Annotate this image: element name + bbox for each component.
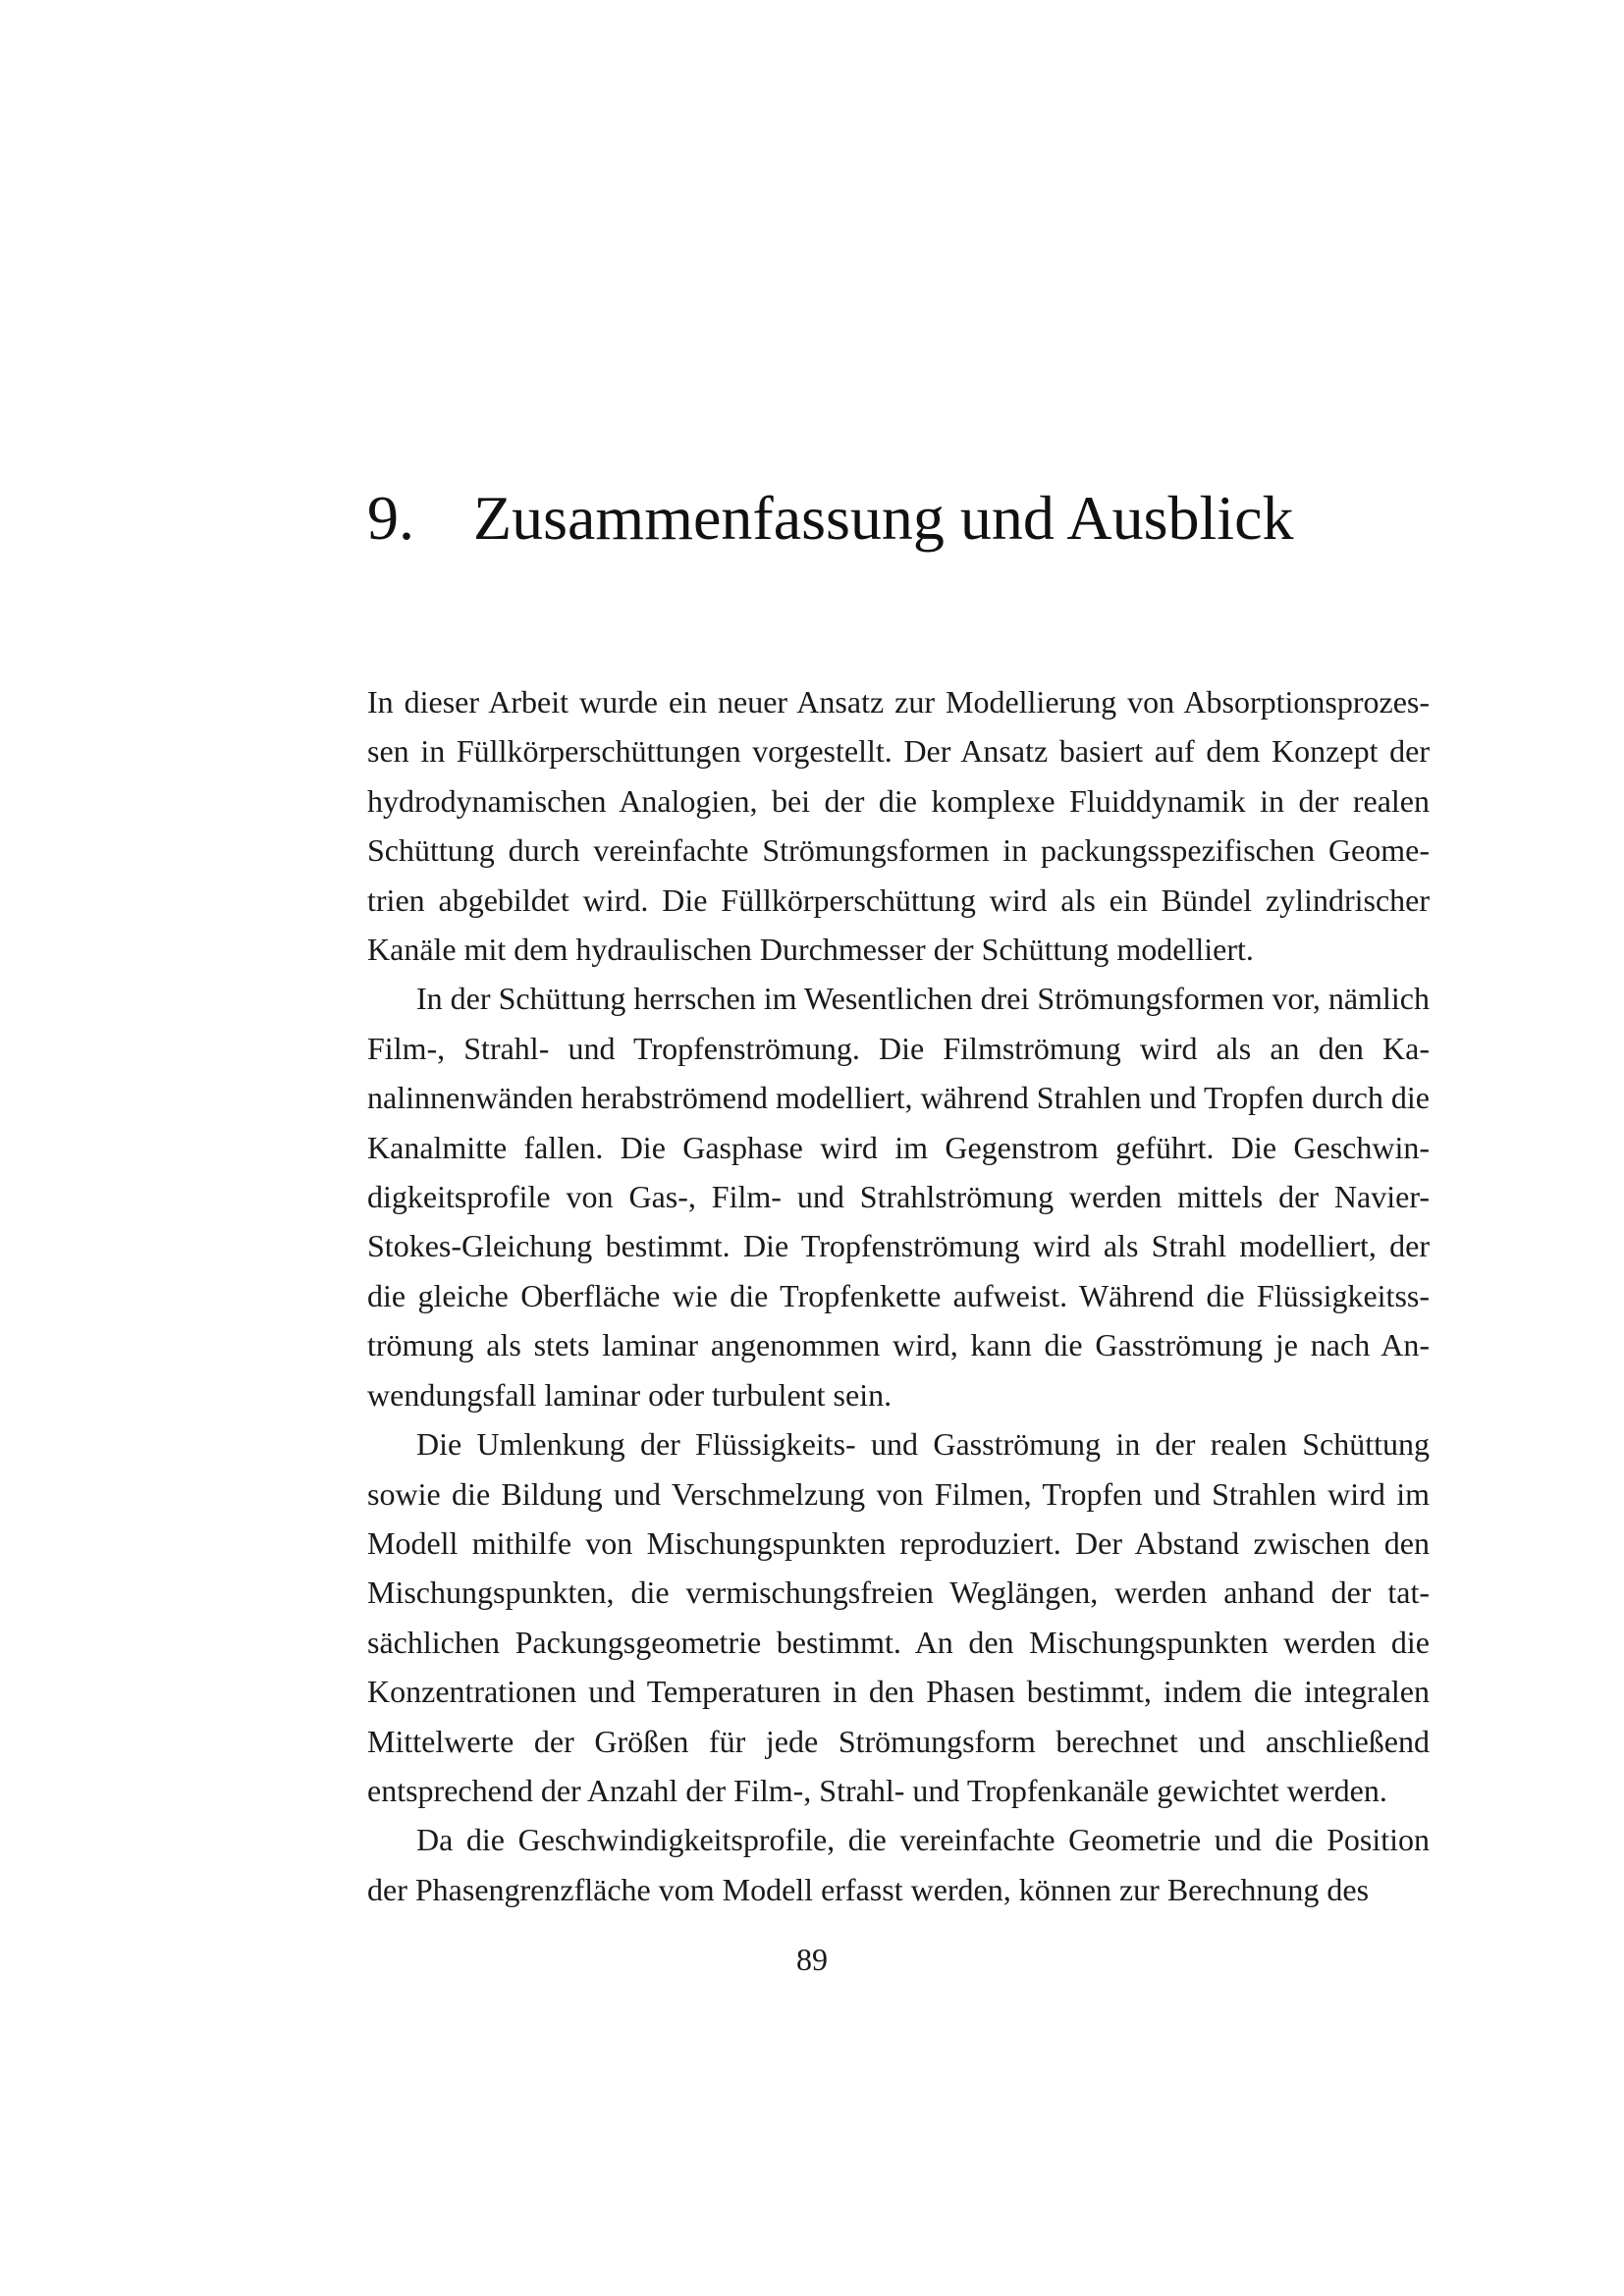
paragraph-4: Da die Geschwindigkeitsprofile, die vereinfachte Geometrie und die Position der Phasengrenzfläche vom Modell erfasst werden, können zur Berechnung des: [367, 1822, 1430, 1907]
page-number: 89: [796, 1942, 828, 1977]
chapter-number: 9.: [367, 483, 414, 553]
paragraph-2: In der Schüttung herrschen im Wesentlichen drei Strömungsformen vor, nämlich Film-, Strahl- und Tropfenströmung. Die Filmströmung wird als an den Kanalinnenwänden herabströmend modelliert, während Strahlen und Tropfen durch die Kanalmitte fallen. Die Gasphase wird im Gegenstrom geführt. Die Geschwindigkeitsprofile von Gas-, Film- und Strahlströmung werden mittels der Navier-Stokes-Gleichung bestimmt. Die Tropfenströmung wird als Strahl modelliert, der die gleiche Oberfläche wie die Tropfenkette aufweist. Während die Flüssigkeitsströmung als stets laminar angenommen wird, kann die Gasströmung je nach Anwendungsfall laminar oder turbulent sein.: [367, 981, 1430, 1413]
paragraph-3: Die Umlenkung der Flüssigkeits- und Gasströmung in der realen Schüttung sowie die Bildung und Verschmelzung von Filmen, Tropfen und Strahlen wird im Modell mithilfe von Mischungspunkten reproduziert. Der Abstand zwischen den Mischungspunkten, die vermischungsfreien Weglängen, werden anhand der tatsächlichen Packungsgeometrie bestimmt. An den Mischungspunkten werden die Konzentrationen und Temperaturen in den Phasen bestimmt, indem die integralen Mittelwerte der Größen für jede Strömungsform berechnet und anschließend entsprechend der Anzahl der Film-, Strahl- und Tropfenkanäle gewichtet werden.: [367, 1426, 1430, 1808]
chapter-title: Zusammenfassung und Ausblick: [473, 483, 1294, 553]
paragraph-1: In dieser Arbeit wurde ein neuer Ansatz zur Modellierung von Absorptionsprozessen in Füllkörperschüttungen vorgestellt. Der Ansatz basiert auf dem Konzept der hydrodynamischen Analogien, bei der die komplexe Fluiddynamik in der realen Schüttung durch vereinfachte Strömungsformen in packungsspezifischen Geometrien abgebildet wird. Die Füllkörperschüttung wird als ein Bündel zylindrischer Kanäle mit dem hydraulischen Durchmesser der Schüttung modelliert.: [367, 684, 1430, 968]
chapter-heading: [367, 479, 1447, 558]
body-text: [367, 677, 1430, 1914]
